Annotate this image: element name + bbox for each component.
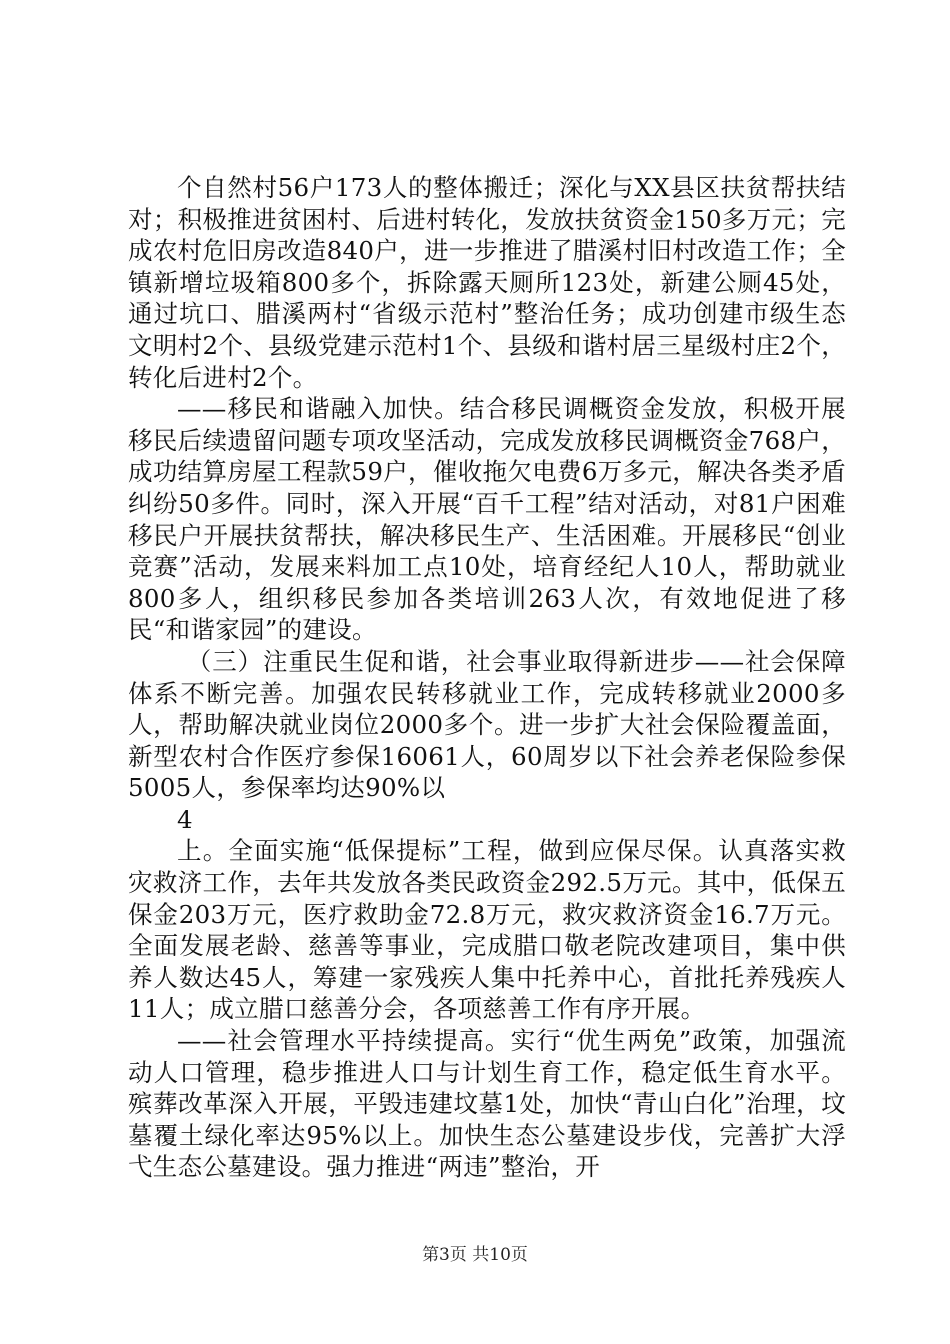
inline-page-number: 4 xyxy=(177,804,193,834)
document-body xyxy=(128,172,846,1183)
paragraph-civil-affairs: 上。全面实施“低保提标”工程，做到应保尽保。认真落实救灾救济工作，去年共发放各类民政资金292.5万元。其中，低保五保金203万元，医疗救助金72.8万元，救灾救济资金16.7万元。全面发展老龄、慈善等事业，完成腊口敬老院改建项目，集中供养人数达45人，筹建一家残疾人集中托养中心，首批托养残疾人11人；成立腊口慈善分会，各项慈善工作有序开展。 xyxy=(128,836,846,1024)
paragraph-social-management: ——社会管理水平持续提高。实行“优生两免”政策，加强流动人口管理，稳步推进人口与计划生育工作，稳定低生育水平。殡葬改革深入开展，平毁违建坟墓1处，加快“青山白化”治理，坟墓覆土绿化率达95%以上。加快生态公墓建设步伐，完善扩大浮弋生态公墓建设。强力推进“两违”整治，开 xyxy=(128,1026,846,1182)
paragraph-social-security: （三）注重民生促和谐，社会事业取得新进步——社会保障体系不断完善。加强农民转移就业工作，完成转移就业2000多人，帮助解决就业岗位2000多个。进一步扩大社会保险覆盖面，新型农村合作医疗参保16061人，60周岁以下社会养老保险参保5005人，参保率均达90%以 xyxy=(128,646,846,803)
page-footer: 第3页 共10页 xyxy=(422,1245,528,1265)
paragraph-migrant-harmony: ——移民和谐融入加快。结合移民调概资金发放，积极开展移民后续遗留问题专项攻坚活动，完成发放移民调概资金768户，成功结算房屋工程款59户，催收拖欠电费6万多元，解决各类矛盾纠纷50多件。同时，深入开展“百千工程”结对活动，对81户困难移民户开展扶贫帮扶，解决移民生产、生活困难。开展移民“创业竞赛”活动，发展来料加工点10处，培育经纪人10人，帮助就业800多人，组织移民参加各类培训263人次，有效地促进了移民“和谐家园”的建设。 xyxy=(128,394,846,645)
paragraph-poverty-relief: 个自然村56户173人的整体搬迁；深化与XX县区扶贫帮扶结对；积极推进贫困村、后进村转化，发放扶贫资金150多万元；完成农村危旧房改造840户，进一步推进了腊溪村旧村改造工作；全镇新增垃圾箱800多个，拆除露天厕所123处，新建公厕45处，通过坑口、腊溪两村“省级示范村”整治任务；成功创建市级生态文明村2个、县级党建示范村1个、县级和谐村居三星级村庄2个，转化后进村2个。 xyxy=(128,173,846,392)
